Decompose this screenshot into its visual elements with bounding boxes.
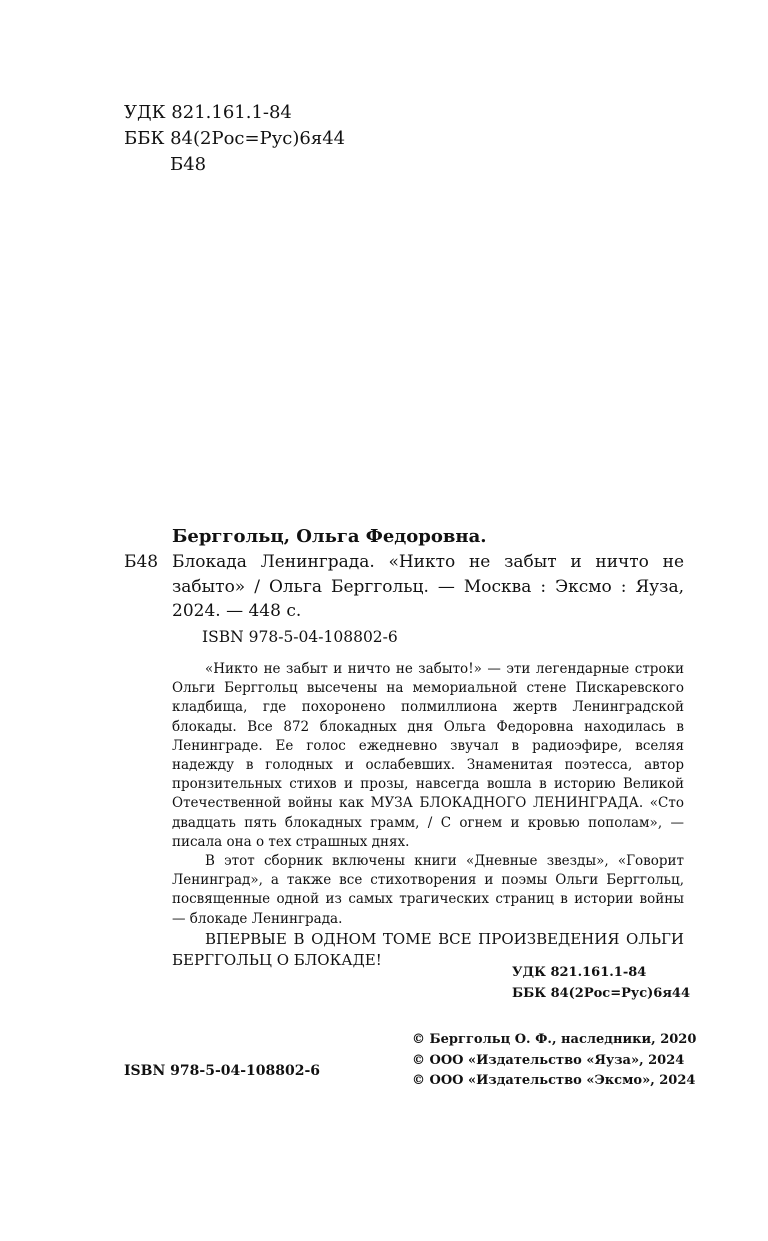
- author-mark: Б48: [170, 154, 207, 175]
- annotation: [172, 660, 684, 971]
- classification-block: [124, 100, 345, 178]
- record-author: Берггольц, Ольга Федоровна.: [172, 526, 487, 547]
- copyright-yauza: © ООО «Издательство «Яуза», 2024: [412, 1052, 685, 1068]
- annotation-paragraph-3: ВПЕРВЫЕ В ОДНОМ ТОМЕ ВСЕ ПРОИЗВЕДЕНИЯ ОЛЬГИ БЕРГГОЛЬЦ О БЛОКАДЕ!: [172, 929, 684, 969]
- annotation-paragraph-2: В этот сборник включены книги «Дневные звезды», «Говорит Ленинград», а также все стихотворения и поэмы Ольги Берггольц, посвященные одной из самых трагических страниц в истории войны — блокаде Ленинграда.: [172, 853, 684, 927]
- footer-bbk: ББК 84(2Рос=Рус)6я44: [512, 986, 691, 1001]
- copyright-eksmo: © ООО «Издательство «Эксмо», 2024: [412, 1073, 696, 1088]
- record-description: Блокада Ленинграда. «Никто не забыт и ничто не забыто» / Ольга Берггольц. — Москва : Эксмо : Яуза, 2024. — 448 с.: [172, 552, 684, 621]
- record-isbn: ISBN 978-5-04-108802-6: [202, 628, 398, 646]
- record-mark: Б48: [124, 552, 159, 572]
- annotation-paragraph-1: «Никто не забыт и ничто не забыто!» — эти легендарные строки Ольги Берггольц высечены на мемориальной стене Пискаревского кладбища, где похоронено полмиллиона жертв Ленинградской блокады. Все 872 блокадных дня Ольга Федоровна находилась в Ленинграде. Ее голос ежедневно звучал в радиоэфире, вселяя надежду в голодных и ослабевших. Знаменитая поэтесса, автор пронзительных стихов и прозы, навсегда вошла в историю Великой Отечественной войны как МУЗА БЛОКАДНОГО ЛЕНИНГРАДА. «Сто двадцать пять блокадных грамм, / С огнем и кровью пополам», — писала она о тех страшных днях.: [172, 661, 684, 850]
- footer-udk: УДК 821.161.1-84: [512, 965, 647, 980]
- udk-code: УДК 821.161.1-84: [124, 102, 292, 123]
- copyright-block: [412, 1030, 696, 1092]
- copyright-author: © Берггольц О. Ф., наследники, 2020: [412, 1032, 697, 1047]
- footer-classification: [512, 962, 690, 1004]
- bbk-code: ББК 84(2Рос=Рус)6я44: [124, 128, 346, 149]
- bottom-isbn: ISBN 978-5-04-108802-6: [124, 1063, 321, 1079]
